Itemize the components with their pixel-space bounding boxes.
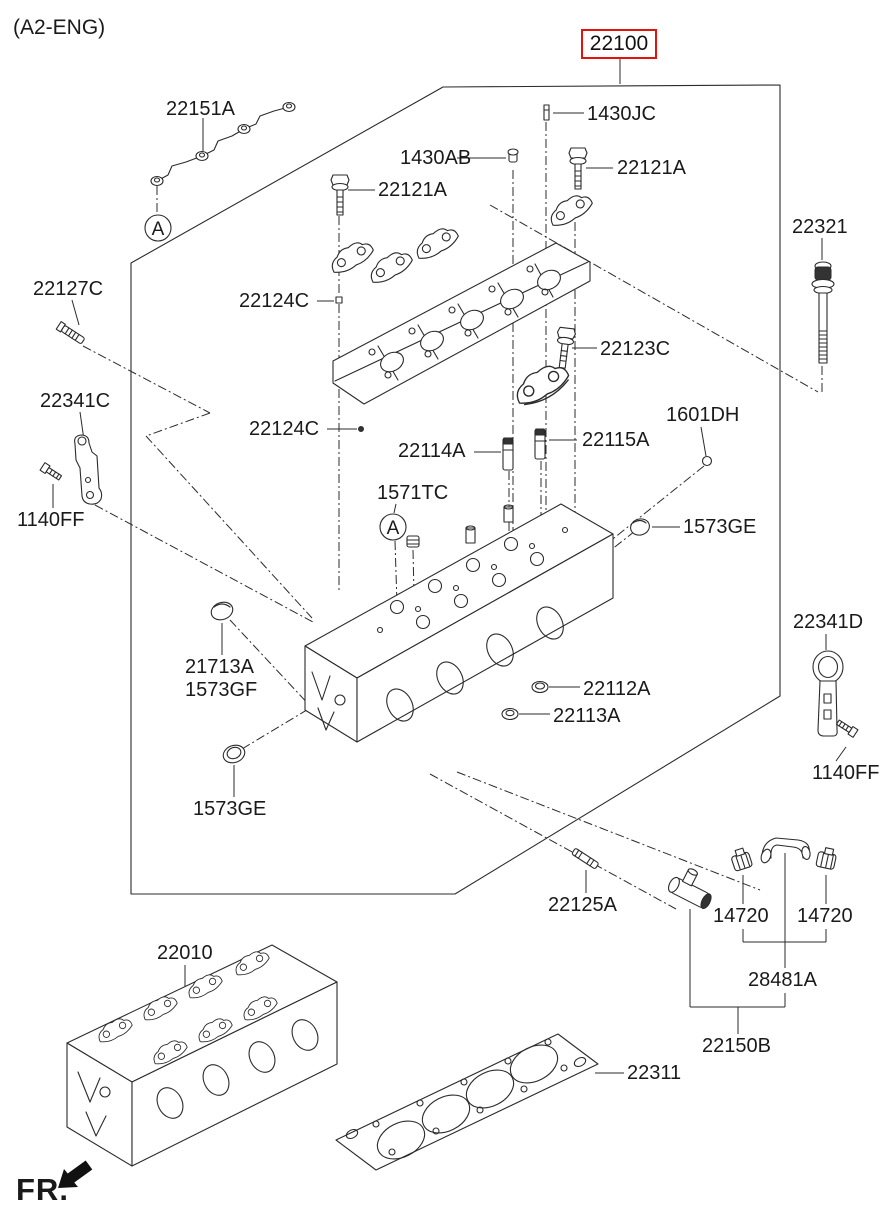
part-callout-22150b[interactable]: 22150B <box>702 1035 771 1057</box>
cap-bolt-marker <box>336 297 342 303</box>
cylinder-head-assembly-drawing <box>67 942 337 1166</box>
camshaft-cap-bolt-drawing <box>331 175 349 215</box>
valve-guide-drawing <box>535 429 545 459</box>
stud-bolt-drawing <box>56 322 85 345</box>
assembly-boundary-outline <box>131 85 780 894</box>
highlighted-part-callout-22100[interactable]: 22100 <box>581 29 657 59</box>
part-callout-1573ge-right[interactable]: 1573GE <box>683 516 757 538</box>
part-callout-1573gf[interactable]: 1573GF <box>185 679 258 701</box>
camshaft-bearing-cap-drawing <box>546 190 596 230</box>
part-callout-22127c[interactable]: 22127C <box>33 278 104 300</box>
part-callout-22321[interactable]: 22321 <box>792 216 848 238</box>
circled-a-text: A <box>386 518 400 539</box>
part-callout-22113a[interactable]: 22113A <box>553 705 621 727</box>
hose-clamp-drawing <box>816 846 838 869</box>
part-callout-1140ff-right[interactable]: 1140FF <box>812 762 880 784</box>
circled-letter-a <box>145 215 171 241</box>
part-callout-21713a[interactable]: 21713A <box>185 656 254 678</box>
part-callout-1430ab[interactable]: 1430AB <box>400 147 472 169</box>
core-plug-drawing <box>209 599 235 622</box>
part-callout-1140ff-left[interactable]: 1140FF <box>17 509 85 531</box>
cap-bolt-marker <box>359 427 364 432</box>
dowel-pin-drawing <box>544 105 549 120</box>
part-callout-22114a[interactable]: 22114A <box>398 440 466 462</box>
camshaft-bearing-cap-drawing <box>366 247 416 287</box>
part-callout-14720-left[interactable]: 14720 <box>713 905 769 927</box>
part-callout-22123c[interactable]: 22123C <box>600 338 671 360</box>
part-callout-22121a-left[interactable]: 22121A <box>378 179 447 201</box>
front-direction-label: FR. <box>16 1172 69 1207</box>
part-callout-22311[interactable]: 22311 <box>627 1062 682 1084</box>
part-callout-22125a[interactable]: 22125A <box>548 894 617 916</box>
part-callout-1601dh[interactable]: 1601DH <box>666 404 740 426</box>
core-plug-drawing <box>221 742 247 765</box>
valve-seal-drawing <box>502 709 518 720</box>
nut-drawing <box>407 536 419 547</box>
head-gasket-drawing <box>336 1034 598 1170</box>
part-callout-22010[interactable]: 22010 <box>157 942 213 964</box>
sealing-ball-drawing <box>703 457 712 466</box>
camshaft-bearing-cap-drawing <box>412 223 462 263</box>
valve-seal-drawing <box>532 682 548 693</box>
camshaft-bearing-cap-drawing <box>327 237 377 277</box>
circled-letter-a <box>380 514 406 540</box>
stud-bolt-drawing <box>572 848 599 869</box>
part-callout-22124c-upper[interactable]: 22124C <box>239 290 310 312</box>
part-callout-28481a[interactable]: 28481A <box>748 969 817 991</box>
water-outlet-fitting-drawing <box>666 863 719 910</box>
part-callout-22121a-right[interactable]: 22121A <box>617 157 686 179</box>
part-callout-1571tc[interactable]: 1571TC <box>377 482 449 504</box>
circled-a-text: A <box>151 219 165 240</box>
part-callout-22112a[interactable]: 22112A <box>583 678 651 700</box>
valve-guide-drawing <box>503 438 513 470</box>
cylinder-head-bolt-drawing <box>812 262 834 363</box>
flange-bolt-drawing <box>40 463 63 482</box>
sealing-cap-drawing <box>508 149 518 162</box>
part-callout-1573ge-left[interactable]: 1573GE <box>193 798 267 820</box>
part-callout-14720-right[interactable]: 14720 <box>797 905 853 927</box>
camshaft-cap-bolt-drawing <box>569 148 587 189</box>
core-plug-drawing <box>629 517 651 537</box>
part-callout-22341c[interactable]: 22341C <box>40 390 111 412</box>
cam-cap-carrier-drawing <box>333 243 590 432</box>
part-callout-22341d[interactable]: 22341D <box>793 611 864 633</box>
engine-variant-label: (A2-ENG) <box>13 16 106 39</box>
flange-bolt-drawing <box>835 718 858 737</box>
hose-clamp-drawing <box>729 847 752 872</box>
engine-hanger-bracket-drawing <box>75 435 102 504</box>
part-callout-22151a[interactable]: 22151A <box>166 98 235 120</box>
part-callout-22115a[interactable]: 22115A <box>582 429 650 451</box>
part-callout-22124c-lower[interactable]: 22124C <box>249 418 320 440</box>
part-callout-1430jc[interactable]: 1430JC <box>587 103 656 125</box>
